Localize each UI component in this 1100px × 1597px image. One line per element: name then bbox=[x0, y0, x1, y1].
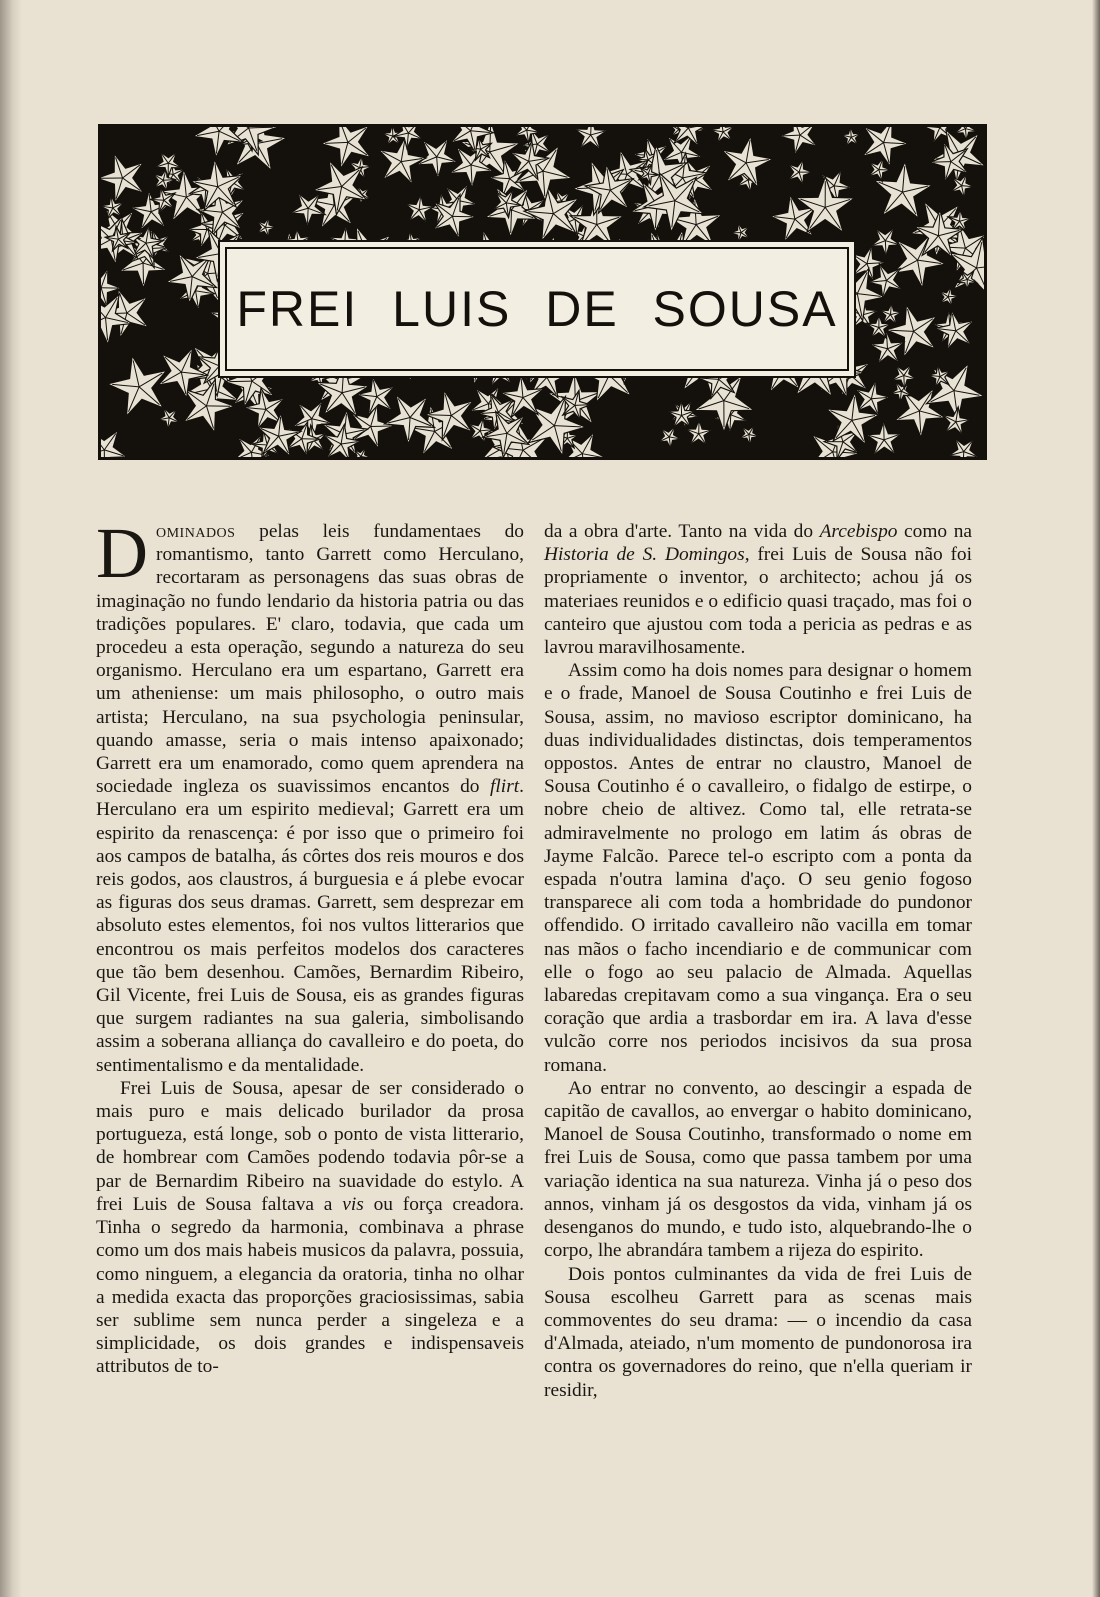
title-box bbox=[225, 247, 849, 371]
page-title: FREI LUIS DE SOUSA bbox=[236, 281, 838, 337]
paragraph-text: da a obra d'arte. Tanto na vida do bbox=[544, 521, 820, 542]
paragraph-text: , frei Luis de Sousa não foi propriamente o inventor, o architecto; achou já os materiaes reunidos e o edificio quasi traçado, mas foi o canteiro que ajustou com toda a pericia as pedras e as lavrou maravilhosamente. bbox=[544, 544, 973, 659]
page-edge bbox=[1092, 0, 1100, 1597]
paragraph-text: pelas leis fundamentaes do romantismo, tanto Garrett como Herculano, recortaram as personagens das suas obras de imaginação no fundo lendario da historia patria ou das tradições populares. E' claro, todavia, que cada um procedeu a esta operação, segundo a natureza do seu organismo. Herculano era um espartano, Garrett era um atheniense: um mais philosopho, o outro mais artista; Herculano, na sua psychologia peninsular, quando amasse, seria o mais intenso apaixonado; Garrett era um enamorado, como quem aprendera na sociedade ingleza os suavissimos encantos do bbox=[96, 521, 524, 798]
italic-word: flirt bbox=[490, 776, 520, 798]
paragraph bbox=[544, 1077, 972, 1263]
page-binding-shadow bbox=[0, 0, 22, 1597]
title-banner bbox=[98, 124, 987, 460]
article-column-left bbox=[96, 513, 525, 1379]
paragraph-text: Frei Luis de Sousa, apesar de ser considerado o mais puro e mais delicado burilador da prosa portugueza, está longe, sob o ponto de vista litterario, de hombrear com Camões podendo todavia pôr-se a par de Bernardim Ribeiro na suavidade do estylo. A frei Luis de Sousa faltava a bbox=[96, 1077, 524, 1215]
paragraph bbox=[544, 659, 972, 1077]
paragraph-text: ou força creadora. Tinha o segredo da harmonia, combinava a phrase como um dos mais habeis musicos da palavra, possuia, como ninguem, a elegancia da oratoria, tinha no olhar a medida exacta das proporções graciosissimas, sabia ser sublime sem nunca perder a singeleza e a simplicidade, os dois grandes e indispensaveis attributos de to- bbox=[96, 1193, 525, 1378]
italic-word: vis bbox=[342, 1193, 364, 1215]
italic-title: Arcebispo bbox=[819, 521, 898, 542]
paragraph-text: Ao entrar no convento, ao descingir a espada de capitão de cavallos, ao envergar o habito dominicano, Manoel de Sousa Coutinho, transformado o nome em frei Luis de Sousa, como que passa tambem por uma variação identica na sua natureza. Vinha já o peso dos annos, vinham já os desgostos da vida, vinham já os desenganos do mundo, e tudo isto, alquebrando-lhe o corpo, lhe abrandára tambem a rijeza do espirito. bbox=[544, 1077, 972, 1262]
paragraph bbox=[544, 1263, 972, 1402]
paragraph-text: Assim como ha dois nomes para designar o homem e o frade, Manoel de Sousa Coutinho e frei Luis de Sousa, assim, no mavioso escriptor dominicano, ha duas individualidades distinctas, dois temperamentos oppostos. Antes de entrar no claustro, Manoel de Sousa Coutinho é o cavalleiro, o fidalgo de estirpe, o nobre cheio de altivez. Como tal, elle retrata-se admiravelmente no prologo em latim ás obras de Jayme Falcão. Parece tel-o escripto com a ponta da espada n'outra lamina d'aço. O seu genio fogoso transparece ali com toda a hombridade do pundonor offendido. O irritado cavalleiro não vacilla em tomar nas mãos o facho incendiario e de communicar com elle o fogo ao seu palacio de Almada. Aquellas labaredas crepitavam como a sua vingança. Era o seu coração que ardia a trasbordar em ira. A lava d'esse vulcão corre nos periodos incisivos da sua prosa romana. bbox=[544, 660, 972, 1076]
article-column-right bbox=[544, 520, 972, 1402]
paragraph bbox=[96, 1077, 524, 1379]
smallcaps-word: ominados bbox=[156, 521, 236, 542]
paragraph bbox=[96, 513, 524, 1077]
drop-cap: D bbox=[96, 513, 148, 593]
paragraph-text: . Herculano era um espirito medieval; Garrett era um espirito da renascença: é por isso que o primeiro foi aos campos de batalha, ás côrtes dos reis mouros e dos reis godos, aos claustros, á burguesia e á plebe evocar as figuras dos seus dramas. Garrett, sem desprezar em absoluto estes elementos, foi nos vultos litterarios que encontrou os mais perfeitos modelos dos caracteres que tão bem desenhou. Camões, Bernardim Ribeiro, Gil Vicente, frei Luis de Sousa, eis as grandes figuras que surgem radiantes na sua galeria, simbolisando assim a soberana alliança do cavalleiro e do poeta, do sentimentalismo e da mentalidade. bbox=[96, 776, 524, 1076]
paragraph-text: como na bbox=[897, 521, 972, 542]
paragraph bbox=[544, 520, 972, 659]
italic-title: Historia de S. Domingos bbox=[544, 544, 745, 566]
paragraph-text: Dois pontos culminantes da vida de frei Luis de Sousa escolheu Garrett para as scenas mais commoventes do seu drama: — o incendio da casa d'Almada, ateiado, n'um momento de pundonorosa ira contra os governadores do reino, que n'ella queriam ir residir, bbox=[544, 1263, 972, 1401]
